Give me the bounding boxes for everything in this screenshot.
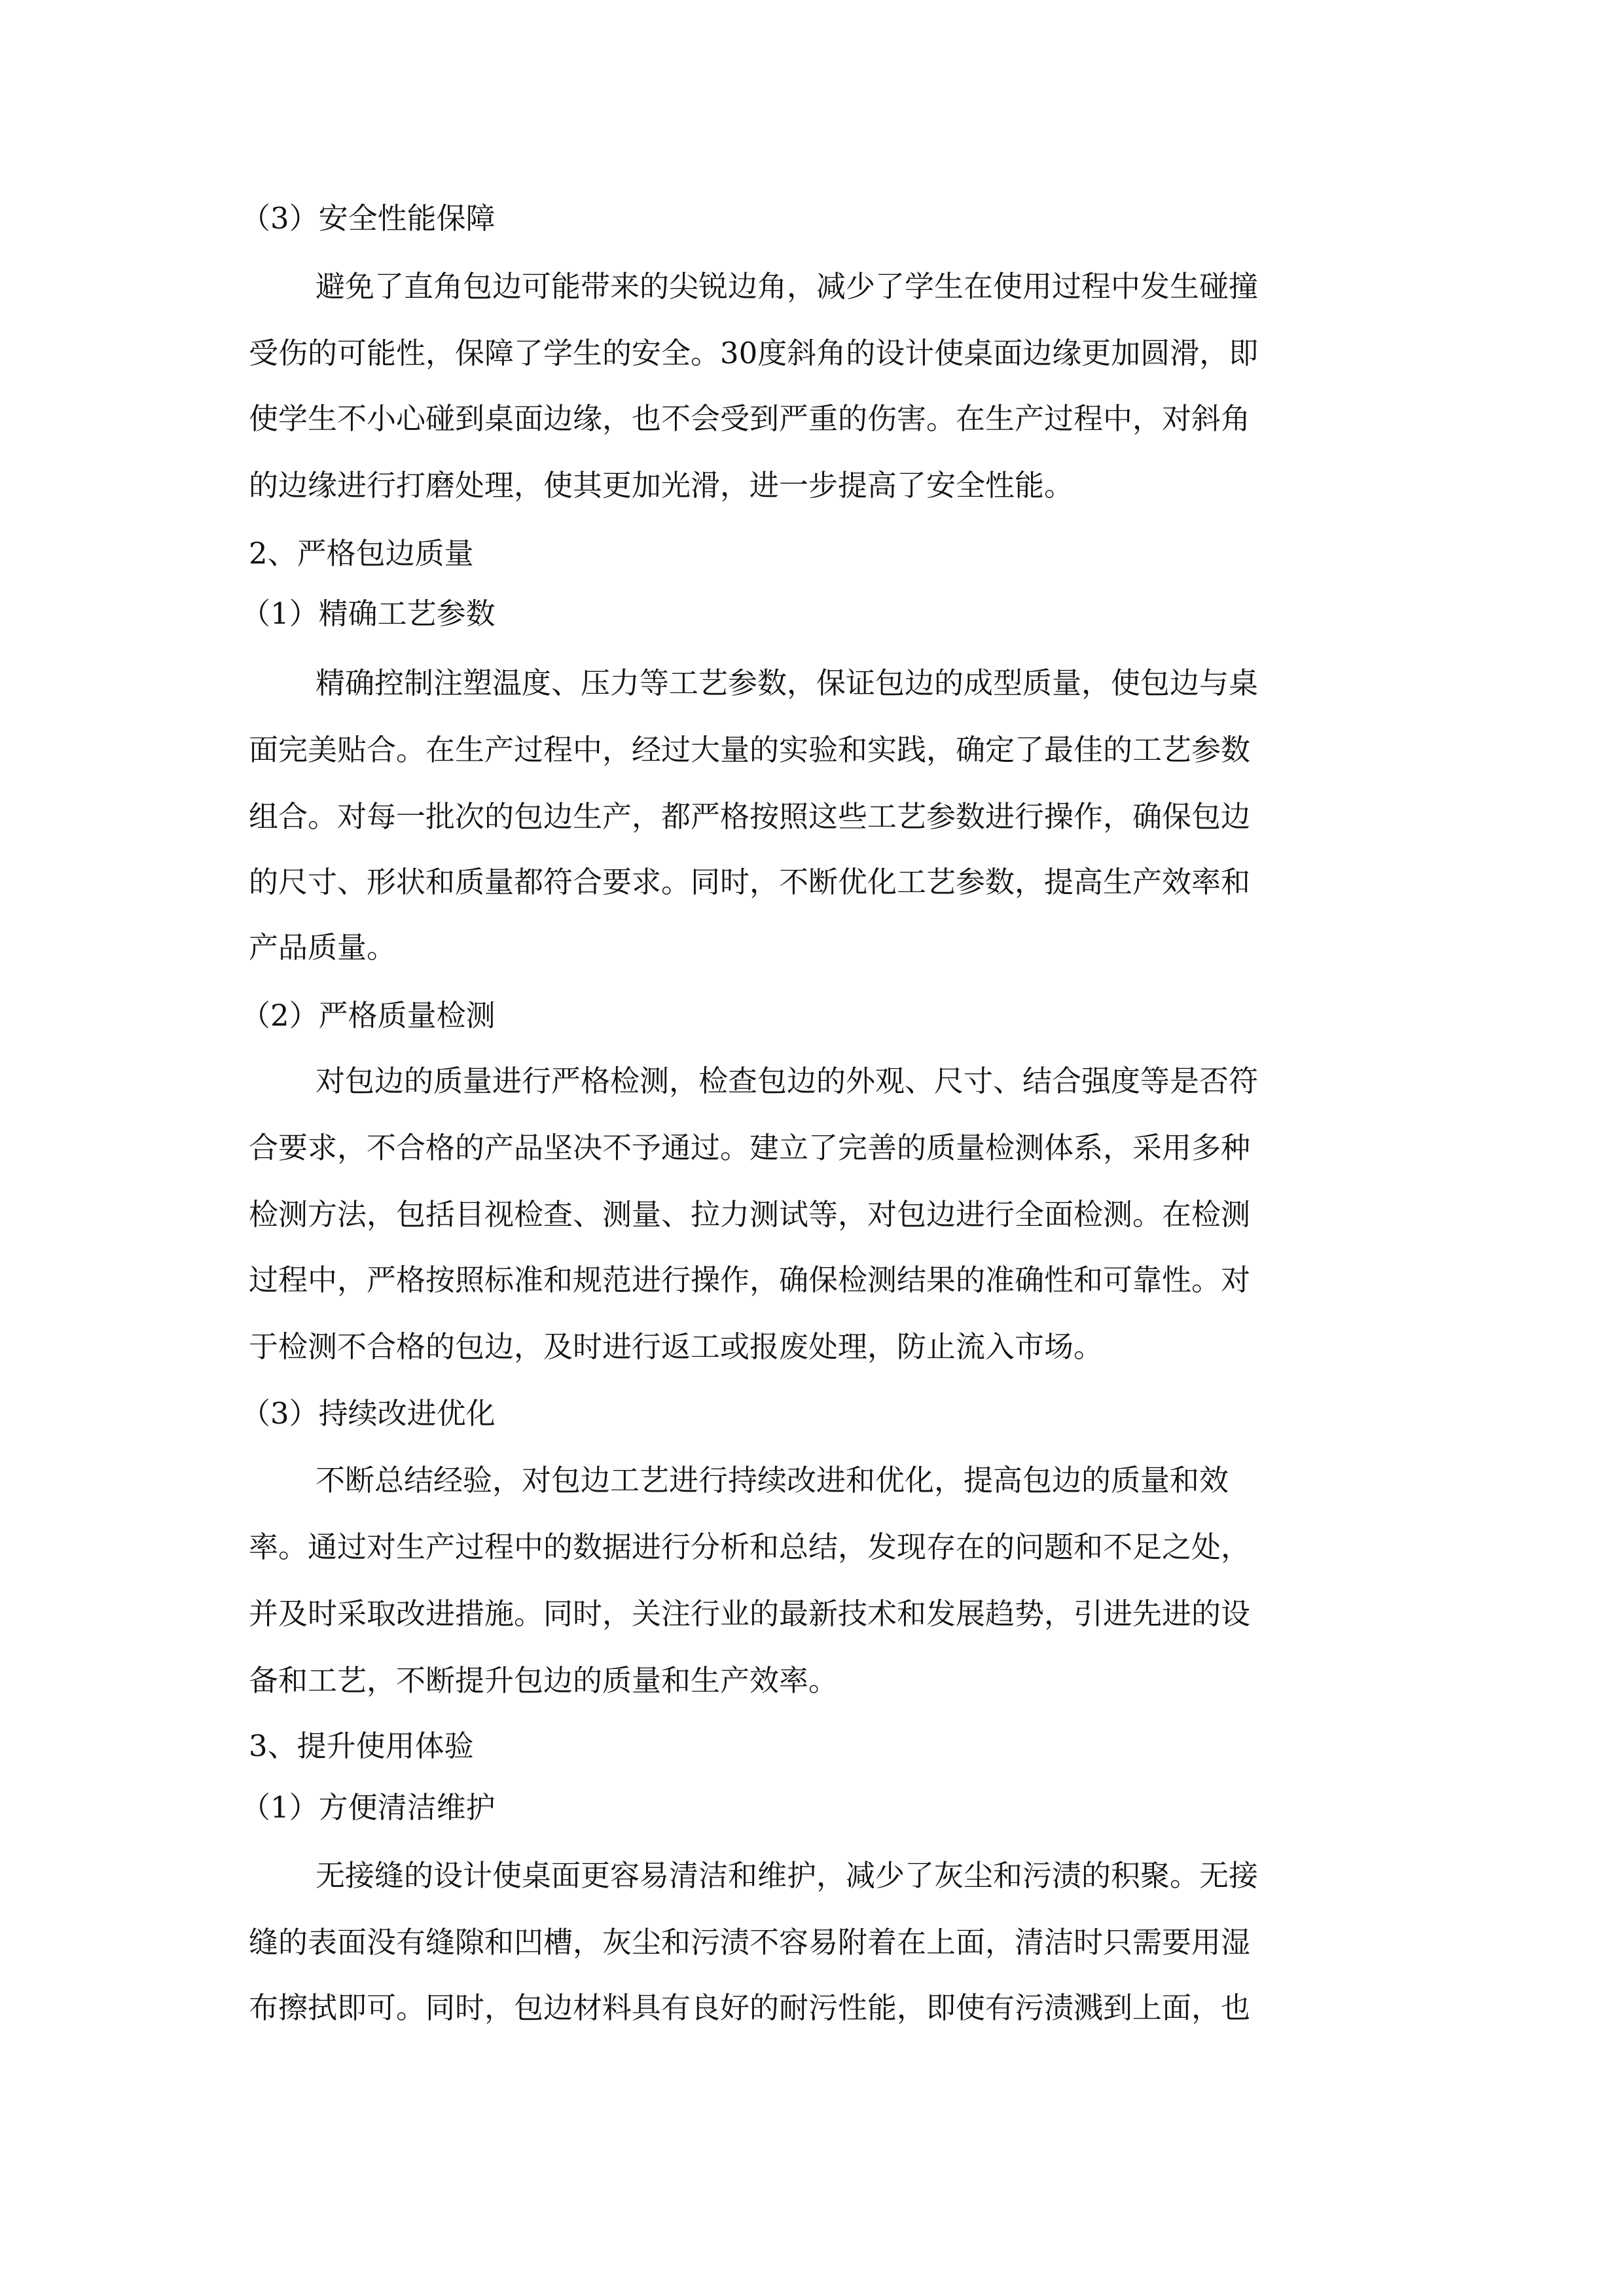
subheading-safety: （3）安全性能保障: [241, 201, 496, 236]
paragraph-line: 产品质量。: [249, 930, 397, 965]
subheading-quality-inspection: （2）严格质量检测: [241, 998, 496, 1033]
subheading-continuous-improvement: （3）持续改进优化: [241, 1396, 496, 1431]
paragraph-line: 的边缘进行打磨处理，使其更加光滑，进一步提高了安全性能。: [249, 468, 1074, 503]
paragraph-line: 对包边的质量进行严格检测，检查包边的外观、尺寸、结合强度等是否符: [316, 1064, 1259, 1098]
paragraph-line: 受伤的可能性，保障了学生的安全。30度斜角的设计使桌面边缘更加圆滑，即: [249, 336, 1259, 370]
paragraph-line: 并及时采取改进措施。同时，关注行业的最新技术和发展趋势，引进先进的设: [249, 1596, 1251, 1631]
paragraph-line: 精确控制注塑温度、压力等工艺参数，保证包边的成型质量，使包边与桌: [316, 666, 1259, 700]
paragraph-line: 合要求，不合格的产品坚决不予通过。建立了完善的质量检测体系，采用多种: [249, 1130, 1251, 1165]
paragraph-line: 使学生不小心碰到桌面边缘，也不会受到严重的伤害。在生产过程中，对斜角: [249, 401, 1251, 436]
paragraph-line: 过程中，严格按照标准和规范进行操作，确保检测结果的准确性和可靠性。对: [249, 1263, 1251, 1297]
paragraph-line: 不断总结经验，对包边工艺进行持续改进和优化，提高包边的质量和效: [316, 1463, 1229, 1498]
subheading-easy-cleaning: （1）方便清洁维护: [241, 1790, 496, 1825]
heading-strict-edge-quality: 2、严格包边质量: [249, 536, 474, 571]
paragraph-line: 的尺寸、形状和质量都符合要求。同时，不断优化工艺参数，提高生产效率和: [249, 865, 1251, 899]
paragraph-line: 备和工艺，不断提升包边的质量和生产效率。: [249, 1663, 839, 1698]
paragraph-line: 组合。对每一批次的包边生产，都严格按照这些工艺参数进行操作，确保包边: [249, 799, 1251, 834]
heading-user-experience: 3、提升使用体验: [249, 1729, 474, 1763]
paragraph-line: 无接缝的设计使桌面更容易清洁和维护，减少了灰尘和污渍的积聚。无接: [316, 1858, 1259, 1893]
paragraph-line: 缝的表面没有缝隙和凹槽，灰尘和污渍不容易附着在上面，清洁时只需要用湿: [249, 1925, 1251, 1960]
paragraph-line: 于检测不合格的包边，及时进行返工或报废处理，防止流入市场。: [249, 1329, 1104, 1364]
paragraph-line: 检测方法，包括目视检查、测量、拉力测试等，对包边进行全面检测。在检测: [249, 1197, 1251, 1232]
subheading-precise-params: （1）精确工艺参数: [241, 596, 496, 631]
paragraph-line: 率。通过对生产过程中的数据进行分析和总结，发现存在的问题和不足之处，: [249, 1530, 1251, 1564]
paragraph-line: 面完美贴合。在生产过程中，经过大量的实验和实践，确定了最佳的工艺参数: [249, 732, 1251, 767]
paragraph-line: 布擦拭即可。同时，包边材料具有良好的耐污性能，即使有污渍溅到上面，也: [249, 1990, 1251, 2025]
paragraph-line: 避免了直角包边可能带来的尖锐边角，减少了学生在使用过程中发生碰撞: [316, 269, 1259, 304]
